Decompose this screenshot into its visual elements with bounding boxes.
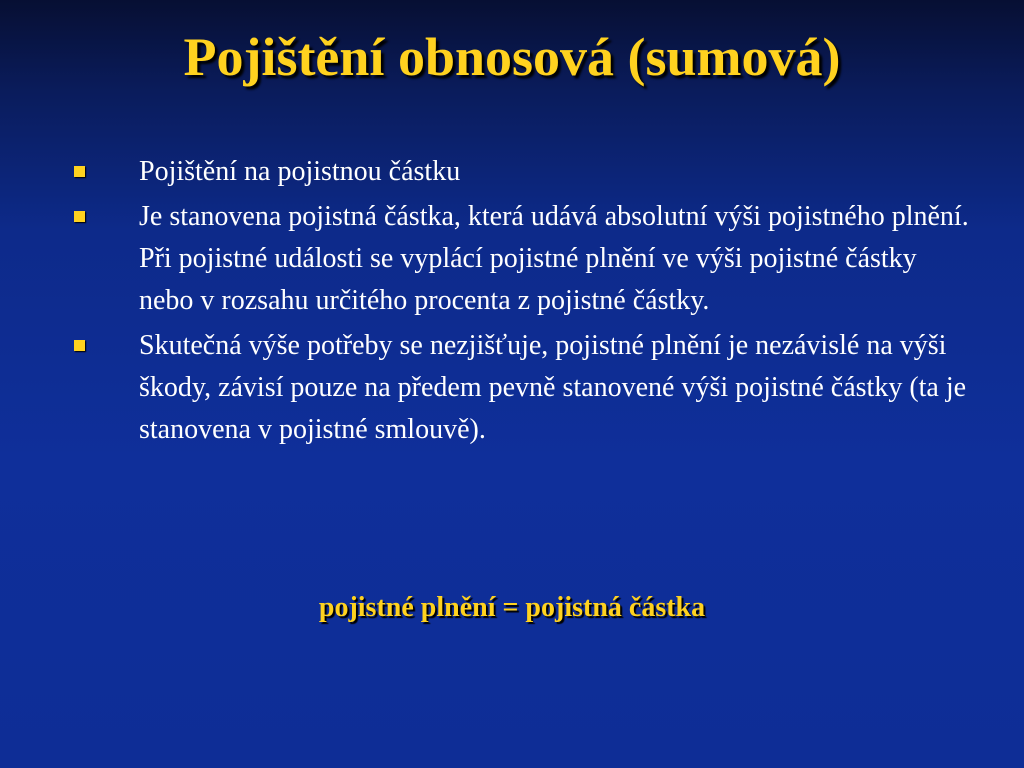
bullet-text: Skutečná výše potřeby se nezjišťuje, pojistné plnění je nezávislé na výši škody, závisí pouze na předem pevně stanovené výši pojistné částky (ta je stanovena v pojistné smlouvě). xyxy=(139,330,967,445)
bullet-text: Je stanovena pojistná částka, která udává absolutní výši pojistného plnění. Při pojistné události se vyplácí pojistné plnění ve výši pojistné částky nebo v rozsahu určitého procenta z pojistné částky. xyxy=(139,201,969,316)
square-bullet-icon xyxy=(74,166,85,177)
bullet-item xyxy=(70,151,970,193)
formula-highlight: pojistné plnění = pojistná částka xyxy=(318,592,706,623)
square-bullet-icon xyxy=(74,211,85,222)
square-bullet-icon xyxy=(74,340,85,351)
bullet-text: Pojištění na pojistnou částku xyxy=(139,156,461,187)
bullet-item xyxy=(70,196,970,322)
slide-title: Pojištění obnosová (sumová) xyxy=(183,27,841,87)
bullet-item xyxy=(70,325,970,451)
bullet-list xyxy=(70,151,970,454)
